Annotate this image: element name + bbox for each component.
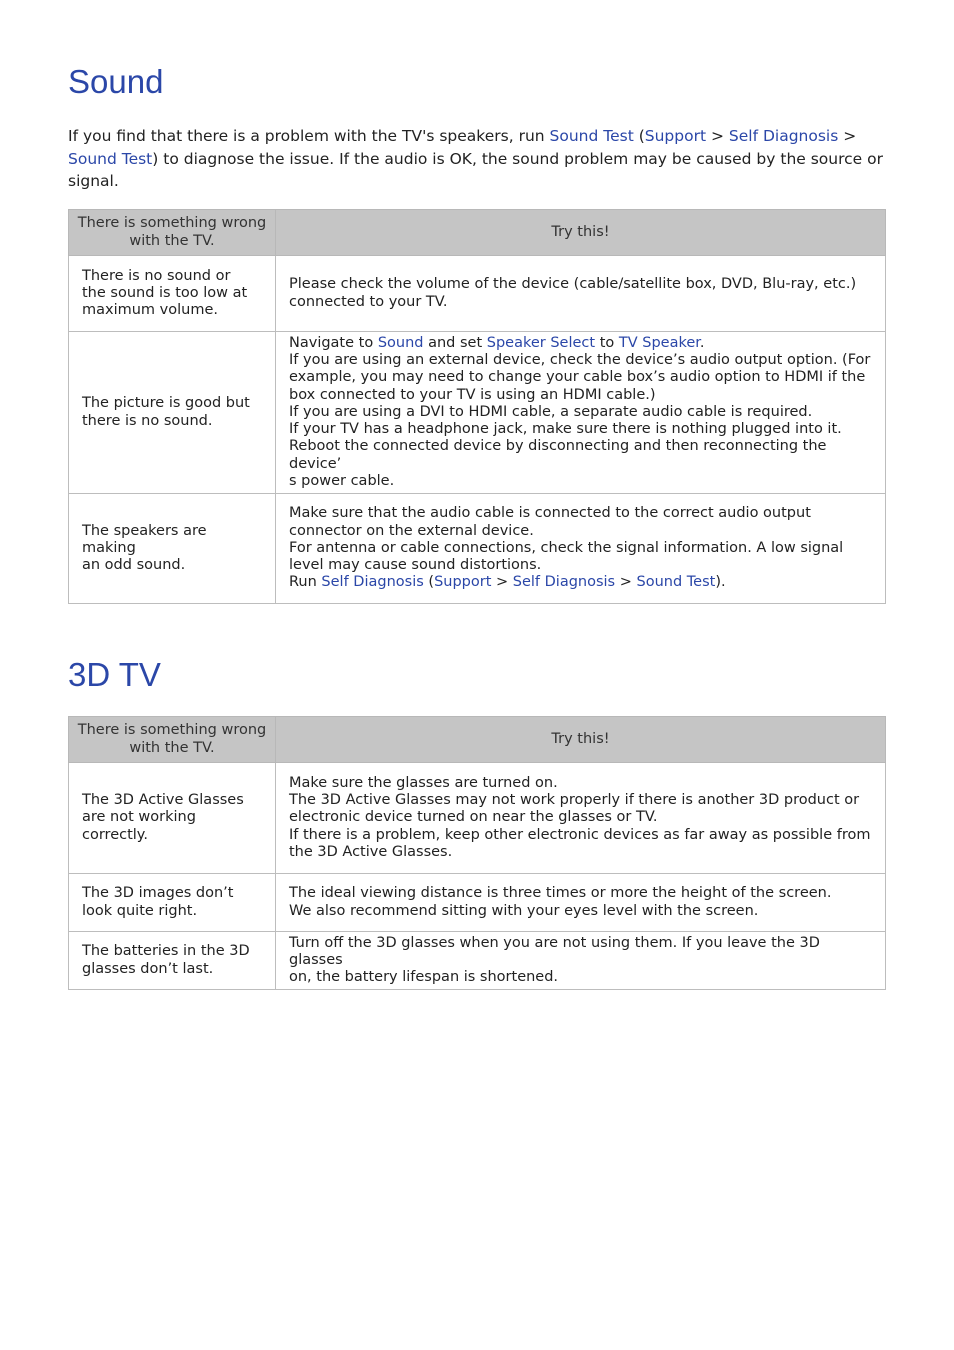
solution-line	[289, 473, 873, 490]
problem-cell	[69, 932, 276, 990]
problem-text: the sound is too low at	[82, 284, 248, 301]
table-row	[69, 332, 886, 494]
text-segment: on, the battery lifespan is shortened.	[289, 969, 559, 986]
menu-path-link[interactable]: TV Speaker	[618, 335, 700, 352]
solution-line	[289, 438, 873, 472]
solution-line	[289, 574, 873, 591]
text-segment: Navigate to	[289, 335, 378, 352]
table-row	[69, 932, 886, 990]
text-segment: The 3D Active Glasses may not work properly if there is another 3D product or	[289, 792, 860, 809]
menu-path-link[interactable]: Sound Test	[636, 574, 716, 591]
problem-text: an odd sound.	[82, 557, 186, 574]
header-problem: There is something wrong with the TV.	[69, 717, 276, 763]
header-solution: Try this!	[276, 717, 886, 763]
solution-line	[289, 352, 873, 369]
problem-text: The picture is good but	[82, 395, 250, 412]
solution-line	[289, 404, 873, 421]
table-header-row	[69, 717, 886, 763]
text-segment: and set	[423, 335, 487, 352]
solution-line	[289, 935, 873, 969]
text-segment: If you are using a DVI to HDMI cable, a separate audio cable is required.	[289, 403, 813, 420]
solution-line	[289, 335, 873, 352]
text-segment: Run	[289, 574, 322, 591]
problem-cell	[69, 763, 276, 874]
problem-text: look quite right.	[82, 902, 198, 919]
text-segment: Make sure that the audio cable is connected to the correct audio output	[289, 505, 811, 522]
text-segment: electronic device turned on near the glasses or TV.	[289, 809, 658, 826]
solution-line	[289, 969, 873, 986]
text-segment: ) to diagnose the issue. If the audio is OK, the sound problem may be caused by the source or signal.	[68, 149, 883, 191]
sound-table-body	[69, 256, 886, 604]
solution-cell	[276, 256, 886, 332]
solution-line	[289, 276, 873, 293]
solution-line	[289, 387, 873, 404]
text-segment: >	[706, 127, 729, 145]
text-segment: .	[699, 335, 705, 352]
table-row	[69, 494, 886, 604]
solution-cell	[276, 763, 886, 874]
text-segment: We also recommend sitting with your eyes level with the screen.	[289, 902, 759, 919]
problem-text: maximum volume.	[82, 302, 218, 319]
text-segment: connected to your TV.	[289, 293, 448, 310]
solution-cell	[276, 932, 886, 990]
solution-line	[289, 844, 873, 861]
solution-line	[289, 421, 873, 438]
solution-line	[289, 809, 873, 826]
solution-line	[289, 505, 873, 522]
solution-line	[289, 885, 873, 902]
menu-path-link[interactable]: Sound Test	[549, 127, 634, 145]
text-segment: (	[633, 127, 645, 145]
text-segment: >	[491, 574, 513, 591]
text-segment: If you are using an external device, check the device’s audio output option. (For	[289, 352, 871, 369]
text-segment: to	[595, 335, 619, 352]
table-row	[69, 763, 886, 874]
problem-text: glasses don’t last.	[82, 960, 214, 977]
menu-path-link[interactable]: Support	[434, 574, 492, 591]
table-row	[69, 874, 886, 932]
solution-line	[289, 903, 873, 920]
solution-cell	[276, 494, 886, 604]
text-segment: For antenna or cable connections, check the signal information. A low signal	[289, 539, 844, 556]
problem-cell	[69, 332, 276, 494]
text-segment: >	[615, 574, 637, 591]
problem-text: The speakers are making	[82, 522, 207, 556]
menu-path-link[interactable]: Self Diagnosis	[512, 574, 616, 591]
solution-cell	[276, 332, 886, 494]
text-segment: If you find that there is a problem with the TV's speakers, run	[68, 127, 550, 145]
problem-cell	[69, 874, 276, 932]
problem-text: are not working correctly.	[82, 809, 196, 843]
solution-line	[289, 792, 873, 809]
text-segment: the 3D Active Glasses.	[289, 843, 453, 860]
sound-intro	[68, 125, 886, 193]
text-segment: Please check the volume of the device (cable/satellite box, DVD, Blu-ray, etc.)	[289, 276, 857, 293]
solution-line	[289, 523, 873, 540]
solution-cell	[276, 874, 886, 932]
text-segment: connector on the external device.	[289, 522, 534, 539]
table-row	[69, 256, 886, 332]
sound-troubleshooting-table	[68, 209, 886, 604]
solution-line	[289, 540, 873, 557]
text-segment: level may cause sound distortions.	[289, 557, 542, 574]
problem-cell	[69, 494, 276, 604]
problem-cell	[69, 256, 276, 332]
menu-path-link[interactable]: Support	[644, 127, 707, 145]
text-segment: box connected to your TV is using an HDMI cable.)	[289, 386, 656, 403]
text-segment: Make sure the glasses are turned on.	[289, 774, 558, 791]
table-header-row	[69, 210, 886, 256]
text-segment: >	[838, 127, 857, 145]
section-title-sound: Sound	[68, 63, 164, 100]
text-segment: The ideal viewing distance is three times or more the height of the screen.	[289, 885, 832, 902]
problem-text: there is no sound.	[82, 412, 213, 429]
text-segment: Reboot the connected device by disconnecting and then reconnecting the device’	[289, 438, 827, 472]
text-segment: example, you may need to change your cable box’s audio option to HDMI if the	[289, 369, 866, 386]
header-solution: Try this!	[276, 210, 886, 256]
problem-text: The 3D Active Glasses	[82, 792, 244, 809]
text-segment: If your TV has a headphone jack, make sure there is nothing plugged into it.	[289, 421, 842, 438]
menu-path-link[interactable]: Speaker Select	[486, 335, 596, 352]
3d-tv-table-body	[69, 763, 886, 990]
problem-text: The 3D images don’t	[82, 885, 234, 902]
text-segment: s power cable.	[289, 472, 395, 489]
section-title-3d-tv: 3D TV	[68, 656, 161, 693]
solution-line	[289, 557, 873, 574]
text-segment: If there is a problem, keep other electronic devices as far away as possible from	[289, 826, 871, 843]
solution-line	[289, 775, 873, 792]
solution-line	[289, 294, 873, 311]
problem-text: The batteries in the 3D	[82, 943, 250, 960]
menu-path-link[interactable]: Sound Test	[68, 149, 153, 168]
problem-text: There is no sound or	[82, 267, 231, 284]
text-segment: ).	[715, 574, 726, 591]
header-problem: There is something wrong with the TV.	[69, 210, 276, 256]
text-segment: Turn off the 3D glasses when you are not using them. If you leave the 3D glasses	[289, 934, 820, 968]
3d-tv-troubleshooting-table	[68, 716, 886, 990]
menu-path-link[interactable]: Self Diagnosis	[321, 574, 424, 591]
menu-path-link[interactable]: Self Diagnosis	[728, 127, 839, 145]
text-segment: (	[423, 574, 435, 591]
menu-path-link[interactable]: Sound	[377, 335, 424, 352]
solution-line	[289, 827, 873, 844]
solution-line	[289, 369, 873, 386]
